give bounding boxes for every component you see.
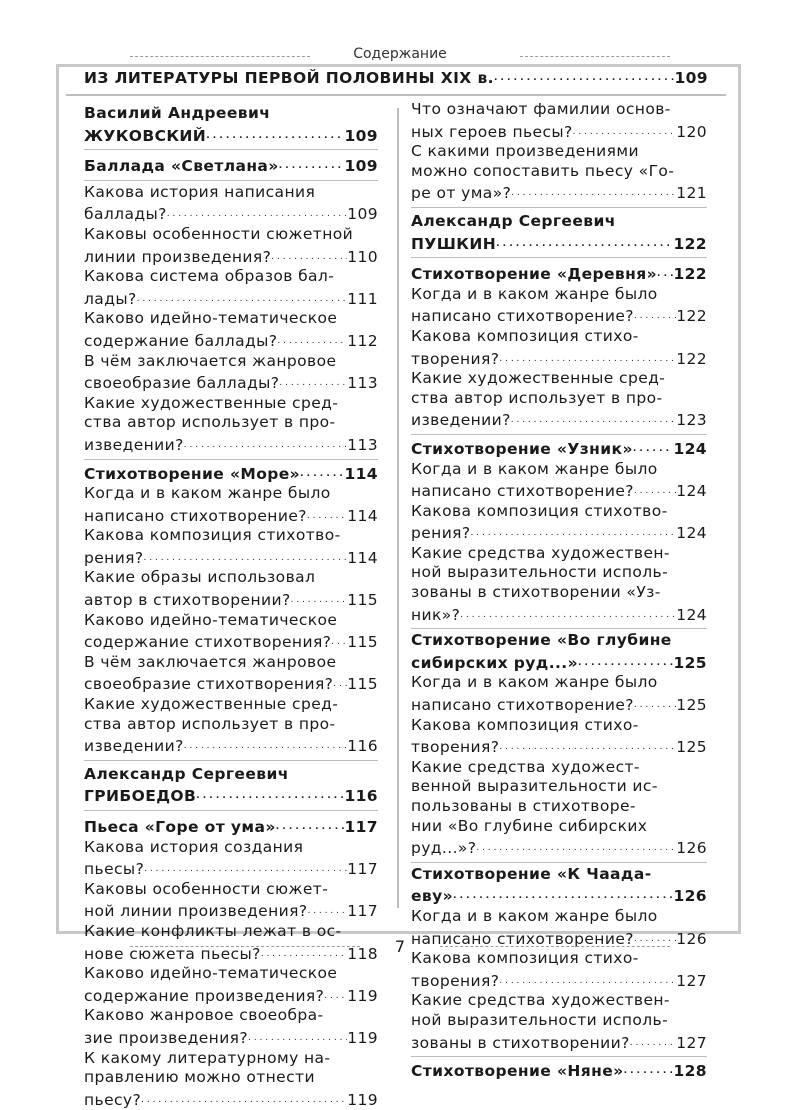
- header-dash-right: [520, 56, 670, 57]
- page-number: 7: [394, 937, 406, 956]
- toc-entry[interactable]: своеобразие стихотворения? . . . 115: [84, 672, 378, 695]
- toc-entry[interactable]: пьесу? . . . 119: [84, 1088, 378, 1110]
- toc-entry[interactable]: руд...»? . . . 126: [411, 836, 707, 859]
- toc-entry[interactable]: изведении? . . . 123: [411, 408, 707, 431]
- toc-entry[interactable]: лады? . . . 111: [84, 287, 378, 310]
- toc-entry[interactable]: рения? . . . 114: [84, 546, 378, 569]
- toc-entry-work[interactable]: еву» . . . 126: [411, 884, 707, 907]
- footer-dash-right: [440, 946, 670, 947]
- toc-entry[interactable]: зованы в стихотворении? . . . 127: [411, 1031, 707, 1054]
- toc-entry[interactable]: содержание баллады? . . . 112: [84, 329, 378, 352]
- author-griboedov: [84, 765, 378, 811]
- toc-entry-work[interactable]: Стихотворение «Узник» . . . 124: [411, 437, 707, 460]
- toc-entry[interactable]: написано стихотворение? . . . 122: [411, 304, 707, 327]
- running-header: Содержание: [353, 46, 447, 62]
- toc-entry-work[interactable]: Пьеса «Горе от ума» . . . 117: [84, 815, 378, 838]
- toc-entry[interactable]: ной линии произведения? . . . 117: [84, 899, 378, 922]
- toc-entry[interactable]: ЖУКОВСКИЙ . . . 109: [84, 124, 378, 147]
- toc-entry[interactable]: изведении? . . . 113: [84, 433, 378, 456]
- right-column: Что означают фамилии основ- ных героев пьесы? . . . 120 С какими произведениями можно сопоставить пьесу «Го- ре от ума»? . . . 121 Александр Сергеевич ПУШКИН . . . 122 Стихотворение «Деревня» . . . 122 Когда и в каком жанре было написано стихотворение? . . . 122 Какова композиция стихо- творения? . . . 122 Какие художественные сред- ства автор использует в про- изведении? . . . 123 Стихотворение «Узник» . . . 124 Когда и в каком жанре было написано стихотворение? . . . 124 Какова композиция стихотво- рения? . . . 124 Какие средства художествен- ной выразительности исполь- зованы в стихотворении «Уз- ник»? . . . 124 Стихотворение «Во глубине сибирских руд...» . . . 125 Когда и в каком жанре было написано стихотворение? . . . 125 Какова композиция стихо- творения? . . . 125 Какие средства художест- венной выразительности ис- пользованы в стихотворе- нии «Во глубине сибирских руд...»? . . . 126 Стихотворение «К Чаада- еву» . . . 126 Когда и в каком жанре было написано стихотворение? . . . 126 Какова композиция стихо- творения? . . . 127 Какие средства художествен- ной выразительности исполь- зованы в стихотворении? . . . 127 Стихотворение «Няне» . . . 128: [411, 100, 707, 1082]
- toc-entry[interactable]: нове сюжета пьесы? . . . 118: [84, 942, 378, 965]
- toc-entry[interactable]: ник»? . . . 124: [411, 603, 707, 626]
- author-name: Василий Андреевич: [84, 104, 271, 122]
- toc-entry-work[interactable]: Стихотворение «Няне» . . . 128: [411, 1059, 707, 1082]
- toc-entry[interactable]: ре от ума»? . . . 121: [411, 181, 707, 204]
- author-name: Александр Сергеевич: [84, 764, 289, 783]
- toc-entry[interactable]: творения? . . . 122: [411, 347, 707, 370]
- toc-entry[interactable]: написано стихотворение? . . . 124: [411, 479, 707, 502]
- toc-entry[interactable]: изведении? . . . 116: [84, 734, 378, 757]
- section-heading: [84, 66, 708, 89]
- toc-entry[interactable]: содержание произведения? . . . 119: [84, 984, 378, 1007]
- section-title: ИЗ ЛИТЕРАТУРЫ ПЕРВОЙ ПОЛОВИНЫ XIX в.: [84, 69, 494, 87]
- toc-entry[interactable]: содержание стихотворения? . . . 115: [84, 630, 378, 653]
- toc-entry[interactable]: пьесы? . . . 117: [84, 857, 378, 880]
- toc-entry[interactable]: написано стихотворение? . . . 126: [411, 927, 707, 950]
- toc-entry-work[interactable]: Стихотворение «Деревня» . . . 122: [411, 262, 707, 285]
- header-dash-left: [130, 56, 310, 57]
- toc-entry[interactable]: линии произведения? . . . 110: [84, 245, 378, 268]
- toc-entry[interactable]: творения? . . . 127: [411, 969, 707, 992]
- section-separator: [66, 94, 726, 96]
- toc-entry[interactable]: ПУШКИН . . . 122: [411, 232, 707, 255]
- toc-entry[interactable]: своеобразие баллады? . . . 113: [84, 371, 378, 394]
- toc-entry[interactable]: автор в стихотворении? . . . 115: [84, 588, 378, 611]
- section-page: 109: [674, 69, 708, 87]
- toc-entry-work[interactable]: сибирских руд...» . . . 125: [411, 651, 707, 674]
- author-name: Александр Сергеевич: [411, 211, 616, 230]
- author-zhukovsky: [84, 104, 378, 150]
- toc-entry[interactable]: баллады? . . . 109: [84, 202, 378, 225]
- column-divider: [397, 108, 399, 908]
- toc-entry[interactable]: зие произведения? . . . 119: [84, 1026, 378, 1049]
- toc-entry[interactable]: рения? . . . 124: [411, 521, 707, 544]
- toc-entry[interactable]: написано стихотворение? . . . 114: [84, 504, 378, 527]
- left-column: Василий Андреевич ЖУКОВСКИЙ . . . 109 Баллада «Светлана» . . . 109 Какова история написания баллады? . . . 109 Каковы особенности сюжетной линии произведения? . . . 110 Какова система образов бал- лады? . . . 111 Каково идейно-тематическое содержание баллады? . . . 112 В чём заключается жанровое своеобразие баллады? . . . 113 Какие художественные сред- ства автор использует в про- изведении? . . . 113 Стихотворение «Море» . . . 114 Когда и в каком жанре было написано стихотворение? . . . 114 Какова композиция стихотво- рения? . . . 114 Какие образы использовал автор в стихотворении? . . . 115 Каково идейно-тематическое содержание стихотворения? . . . 115 В чём заключается жанровое своеобразие стихотворения? . . . 115 Какие художественные сред- ства автор использует в про- изведении? . . . 116 Александр Сергеевич ГРИБОЕДОВ . . . 116 Пьеса «Горе от ума» . . . 117 Какова история создания пьесы? . . . 117 Каковы особенности сюжет- ной линии произведения? . . . 117 Какие конфликты лежат в ос- нове сюжета пьесы? . . . 118 Каково идейно-тематическое содержание произведения? . . . 119 Каково жанровое своеобра- зие произведения? . . . 119 К какому литературному на- правлению можно отнести пьесу? . . . 119: [84, 100, 378, 1110]
- toc-entry[interactable]: написано стихотворение? . . . 125: [411, 693, 707, 716]
- toc-entry[interactable]: ных героев пьесы? . . . 120: [411, 120, 707, 143]
- author-pushkin: [411, 212, 707, 258]
- toc-entry-work[interactable]: Баллада «Светлана» . . . 109: [84, 154, 378, 177]
- toc-entry[interactable]: творения? . . . 125: [411, 735, 707, 758]
- toc-entry-work[interactable]: Стихотворение «Море» . . . 114: [84, 462, 378, 485]
- toc-entry[interactable]: ГРИБОЕДОВ . . . 116: [84, 784, 378, 807]
